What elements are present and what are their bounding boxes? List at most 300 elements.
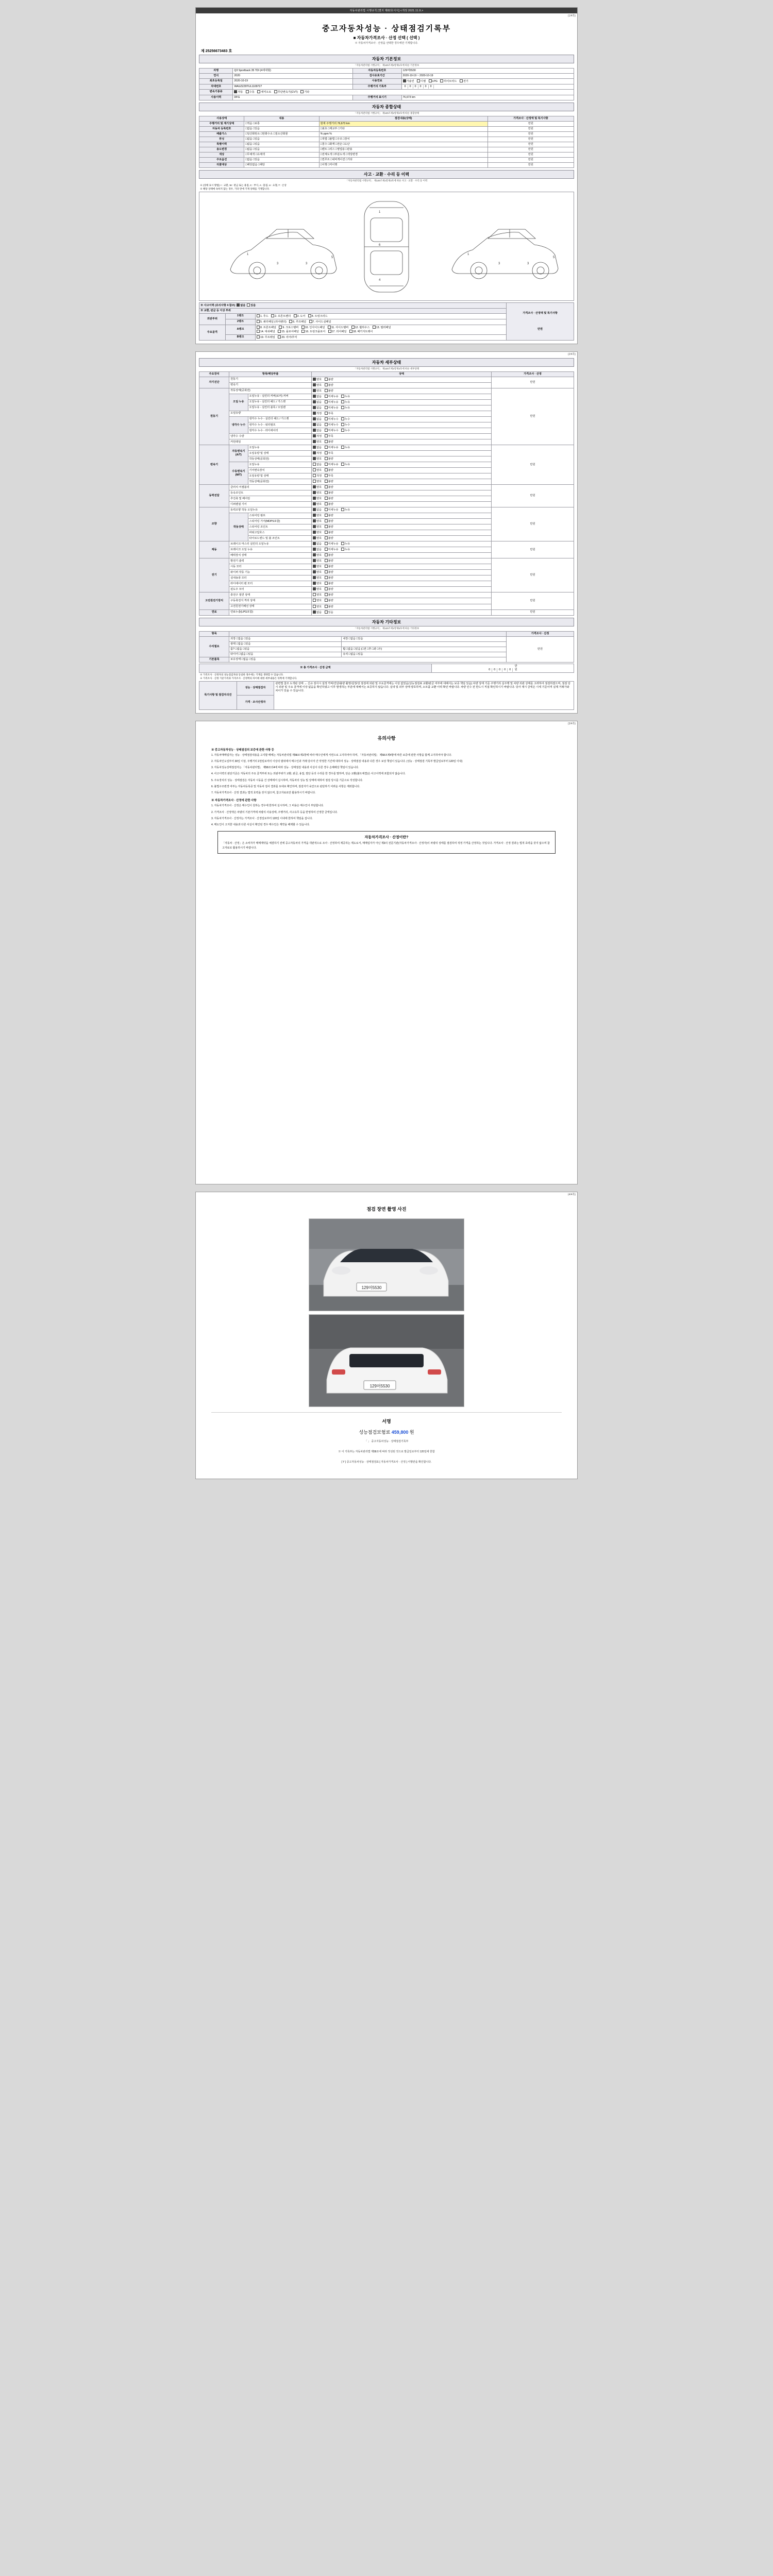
trans-opt-0[interactable]: 자동 — [234, 91, 243, 94]
checkbox-part-quarter[interactable] — [257, 320, 260, 323]
checkbox-part-hood[interactable] — [257, 314, 260, 317]
opt-good[interactable]: 양호 — [313, 457, 322, 461]
row-c3-usechange[interactable]: □렌트 □리스 □영업용 □관용 — [319, 147, 488, 152]
part-rearpanel[interactable]: 17. 리어패널 — [328, 330, 347, 333]
opt-leak[interactable]: 누유 — [341, 395, 350, 398]
row-c3-options[interactable]: □썬루프 □내비게이션 □기타 — [319, 157, 488, 162]
opt-bad[interactable]: 불량 — [325, 440, 333, 444]
row-c3-regno[interactable]: □최초 □재교부 □기타 — [319, 126, 488, 131]
opt-leak[interactable]: 누수 — [341, 423, 350, 427]
checkbox-none[interactable] — [313, 548, 316, 551]
state-clutch[interactable] — [312, 485, 492, 490]
opt-leak[interactable]: 누유 — [341, 548, 350, 551]
checkbox-bad[interactable] — [325, 605, 328, 608]
state-coolant-radiator[interactable] — [312, 428, 492, 434]
checkbox-bad[interactable] — [325, 525, 328, 528]
opt-adequate[interactable]: 적정 — [313, 412, 322, 415]
checkbox-exists[interactable] — [325, 611, 328, 614]
checkbox-bad[interactable] — [325, 378, 328, 381]
checkbox-bad[interactable] — [325, 468, 328, 471]
state-coolant-head[interactable] — [312, 416, 492, 422]
checkbox-part-door[interactable] — [294, 314, 297, 317]
opt-good[interactable]: 양호 — [313, 480, 322, 483]
checkbox-part-sidemember[interactable] — [328, 326, 331, 329]
checkbox-adequate[interactable] — [313, 474, 316, 477]
checkbox-good[interactable] — [313, 389, 316, 392]
checkbox-insufficient[interactable] — [325, 451, 328, 454]
state-engine-rockercover[interactable] — [312, 394, 492, 399]
checkbox-good[interactable] — [313, 457, 316, 460]
checkbox-minor[interactable] — [325, 548, 328, 551]
state-radiatorfan[interactable] — [312, 581, 492, 587]
row-c2-options[interactable]: □없음 □있음 — [244, 157, 319, 162]
checkbox-part-rear[interactable] — [278, 335, 281, 338]
checkbox-bad[interactable] — [325, 389, 328, 392]
opt-bad[interactable]: 불량 — [325, 492, 333, 495]
part-packagetray[interactable]: 18. 패키지트레이 — [349, 330, 373, 333]
opt-insufficient[interactable]: 부족 — [325, 474, 333, 478]
opt-minor[interactable]: 미세누유 — [325, 401, 339, 404]
checkbox-bad[interactable] — [325, 593, 328, 596]
opt-good[interactable]: 양호 — [313, 378, 322, 381]
part-trunklid[interactable]: 4. 트렁크리드 — [308, 315, 328, 318]
part-insidepanel[interactable]: 10. 인사이드패널 — [301, 326, 325, 329]
opt-good[interactable]: 양호 — [313, 537, 322, 540]
opt-bad[interactable]: 불량 — [325, 577, 333, 580]
part-rear[interactable]: 20. 리어/후미 — [278, 336, 297, 339]
opt-bad[interactable]: 불량 — [325, 537, 333, 540]
opt-bad[interactable]: 불량 — [325, 594, 333, 597]
checkbox-part-roofrail[interactable] — [257, 335, 260, 338]
state-mt-leak[interactable] — [312, 462, 492, 468]
opt-good[interactable]: 양호 — [313, 599, 322, 602]
opt-none[interactable]: 없음 — [313, 429, 322, 432]
checkbox-leak[interactable] — [341, 400, 344, 403]
opt-none[interactable]: 없음 — [313, 611, 322, 614]
checkbox-none[interactable] — [313, 542, 316, 545]
checkbox-good[interactable] — [313, 576, 316, 579]
state-mt-gear[interactable] — [312, 468, 492, 473]
row-c3-color[interactable]: □전체도색 □부분도색 □색상변경 — [319, 152, 488, 157]
opt-bad[interactable]: 불량 — [325, 565, 333, 568]
opt-bad[interactable]: 불량 — [325, 605, 333, 608]
opt-none[interactable]: 없음 — [313, 463, 322, 466]
opt-none[interactable]: 없음 — [313, 548, 322, 551]
fuel-opt-4[interactable]: 전기 — [460, 80, 468, 83]
checkbox-good[interactable] — [313, 525, 316, 528]
checkbox-good[interactable] — [313, 502, 316, 505]
checkbox-none[interactable] — [313, 611, 316, 614]
checkbox-good[interactable] — [313, 497, 316, 500]
opt-insufficient[interactable]: 부족 — [325, 435, 333, 438]
state-steering-pump[interactable] — [312, 513, 492, 519]
part-crossmember[interactable]: 9. 크로스멤버 — [279, 326, 298, 329]
checkbox-bad[interactable] — [325, 599, 328, 602]
checkbox-bad[interactable] — [325, 553, 328, 556]
state-power-hose[interactable] — [312, 530, 492, 536]
fuel-opt-0[interactable]: 가솔린 — [403, 80, 414, 83]
opt-good[interactable]: 양호 — [313, 384, 322, 387]
part-frontfender[interactable]: 2. 프론트펜더 — [271, 315, 291, 318]
opt-minor[interactable]: 미세누유 — [325, 395, 339, 398]
opt-minor[interactable]: 미세누유 — [325, 446, 339, 449]
checkbox-bad[interactable] — [325, 565, 328, 568]
checkbox-none[interactable] — [313, 446, 316, 449]
opt-minor[interactable]: 미세누수 — [325, 423, 339, 427]
state-windowmotor[interactable] — [312, 587, 492, 592]
checkbox-leak[interactable] — [341, 508, 344, 511]
repair-room[interactable]: 룸? □없음 □있음 — [229, 647, 342, 652]
checkbox-bad[interactable] — [325, 440, 328, 443]
repair-polish[interactable]: 광택 □없음 □있음 — [229, 641, 342, 647]
checkbox-bad[interactable] — [325, 485, 328, 488]
state-at-leak[interactable] — [312, 445, 492, 451]
checkbox-part-pillar[interactable] — [373, 326, 376, 329]
row-c2-tuning[interactable]: □없음 □있음 — [244, 137, 319, 142]
checkbox-fuel-2[interactable] — [429, 79, 432, 82]
opt-bad[interactable]: 불량 — [325, 526, 333, 529]
checkbox-bad[interactable] — [325, 559, 328, 562]
checkbox-leak[interactable] — [341, 429, 344, 432]
checkbox-good[interactable] — [313, 468, 316, 471]
opt-leak[interactable]: 누유 — [341, 406, 350, 410]
opt-bad[interactable]: 불량 — [325, 480, 333, 483]
opt-good[interactable]: 양호 — [313, 582, 322, 585]
row-c2-recall[interactable]: □해당없음 □해당 — [244, 162, 319, 167]
opt-good[interactable]: 양호 — [313, 503, 322, 506]
checkbox-bad[interactable] — [325, 519, 328, 522]
trans-opt-3[interactable]: 무단변속기(CVT) — [274, 91, 298, 94]
repair-tire[interactable]: 타이어 □없음 □있음 — [229, 652, 342, 657]
state-diffgear[interactable] — [312, 502, 492, 507]
checkbox-part-rearpanel[interactable] — [328, 330, 331, 333]
state-wiper[interactable] — [312, 570, 492, 575]
checkbox-part-trunkfloor[interactable] — [301, 330, 305, 333]
opt-none[interactable]: 없음 — [313, 401, 322, 404]
state-booster[interactable] — [312, 553, 492, 558]
checkbox-part-floorpanel[interactable] — [278, 330, 281, 333]
part-pillar[interactable]: 13. 필러패널 — [373, 326, 391, 329]
opt-bad[interactable]: 불량 — [325, 497, 333, 500]
checkbox-minor[interactable] — [325, 417, 328, 420]
checkbox-trans-0[interactable] — [234, 90, 237, 93]
opt-bad[interactable]: 불량 — [325, 384, 333, 387]
checkbox-trans-4[interactable] — [300, 90, 304, 93]
checkbox-none[interactable] — [313, 417, 316, 420]
state-propshaft[interactable] — [312, 496, 492, 502]
opt-good[interactable]: 양호 — [313, 492, 322, 495]
part-sidemember[interactable]: 11. 사이드멤버 — [328, 326, 348, 329]
opt-bad[interactable]: 불량 — [325, 571, 333, 574]
checkbox-bad[interactable] — [325, 383, 328, 386]
checkbox-adequate[interactable] — [313, 451, 316, 454]
opt-adequate[interactable]: 적정 — [313, 435, 322, 438]
opt-good[interactable]: 양호 — [313, 571, 322, 574]
checkbox-none[interactable] — [313, 429, 316, 432]
row-c3-recall[interactable]: □이행 □미이행 — [319, 162, 488, 167]
part-frontpanel[interactable]: 8. 프론트패널 — [257, 326, 276, 329]
opt-adequate[interactable]: 적정 — [313, 474, 322, 478]
checkbox-adequate[interactable] — [313, 412, 316, 415]
checkbox-minor[interactable] — [325, 463, 328, 466]
opt-good[interactable]: 양호 — [313, 440, 322, 444]
checkbox-leak[interactable] — [341, 423, 344, 426]
checkbox-part-trunklid[interactable] — [308, 314, 311, 317]
opt-leak[interactable]: 누수 — [341, 429, 350, 432]
part-dashpanel[interactable]: 14. 대쉬패널 — [257, 330, 275, 333]
opt-leak[interactable]: 누유 — [341, 401, 350, 404]
checkbox-bad[interactable] — [325, 531, 328, 534]
checkbox-leak[interactable] — [341, 406, 344, 409]
opt-bad[interactable]: 불량 — [325, 457, 333, 461]
state-fuel-leak[interactable] — [312, 609, 492, 615]
opt-none[interactable]: 없음 — [313, 395, 322, 398]
part-floorpanel[interactable]: 15. 플로어패널 — [278, 330, 299, 333]
checkbox-part-insidepanel[interactable] — [301, 326, 305, 329]
state-selfdiag-engine[interactable] — [312, 377, 492, 382]
state-battery-isolation[interactable] — [312, 598, 492, 604]
checkbox-leak[interactable] — [341, 395, 344, 398]
part-wheelhouse[interactable]: 12. 휠하우스 — [351, 326, 370, 329]
checkbox-insufficient[interactable] — [325, 412, 328, 415]
opt-bad[interactable]: 불량 — [325, 389, 333, 393]
checkbox-part-crossmember[interactable] — [279, 326, 282, 329]
checkbox-good[interactable] — [313, 565, 316, 568]
row-c2-emission[interactable]: □일산화탄소 □탄화수소 □질소산화물 — [244, 131, 319, 137]
opt-insufficient[interactable]: 부족 — [325, 412, 333, 415]
state-selfdiag-trans[interactable] — [312, 382, 492, 388]
checkbox-bad[interactable] — [325, 587, 328, 590]
opt-minor[interactable]: 미세누유 — [325, 509, 339, 512]
opt-adequate[interactable]: 적정 — [313, 452, 322, 455]
opt-none[interactable]: 없음 — [313, 543, 322, 546]
checkbox-bad[interactable] — [325, 582, 328, 585]
checkbox-leak[interactable] — [341, 548, 344, 551]
checkbox-trans-3[interactable] — [274, 90, 277, 93]
repair-wheel[interactable]: 휠 □없음 □있음 (□전 □후 □좌 □우) — [342, 647, 507, 652]
row-c2-color[interactable]: □무채색 □유채색 — [244, 152, 319, 157]
opt-bad[interactable]: 불량 — [325, 531, 333, 534]
checkbox-bad[interactable] — [325, 514, 328, 517]
checkbox-fuel-3[interactable] — [440, 79, 443, 82]
checkbox-good[interactable] — [313, 378, 316, 381]
checkbox-minor[interactable] — [325, 429, 328, 432]
opt-good[interactable]: 양호 — [313, 588, 322, 591]
opt-good[interactable]: 양호 — [313, 577, 322, 580]
checkbox-part-packagetray[interactable] — [349, 330, 352, 333]
opt-minor[interactable]: 미세누수 — [325, 429, 339, 432]
checkbox-minor[interactable] — [325, 542, 328, 545]
checkbox-bad[interactable] — [325, 497, 328, 500]
state-engine-head[interactable] — [312, 399, 492, 405]
trans-opt-1[interactable]: 수동 — [246, 91, 255, 94]
opt-good[interactable]: 양호 — [313, 469, 322, 472]
checkbox-good[interactable] — [313, 587, 316, 590]
opt-none[interactable]: 없음 — [313, 509, 322, 512]
part-trunkfloor[interactable]: 16. 트렁크플로어 — [301, 330, 325, 333]
state-coolant-pump[interactable] — [312, 422, 492, 428]
checkbox-good[interactable] — [313, 440, 316, 443]
checkbox-part-frontpanel[interactable] — [257, 326, 260, 329]
opt-none[interactable]: 없음 — [313, 406, 322, 410]
checkbox-fuel-1[interactable] — [417, 79, 420, 82]
opt-good[interactable]: 양호 — [313, 497, 322, 500]
opt-none[interactable]: 없음 — [313, 418, 322, 421]
checkbox-none[interactable] — [313, 508, 316, 511]
checkbox-good[interactable] — [313, 605, 316, 608]
opt-minor[interactable]: 미세누유 — [325, 406, 339, 410]
checkbox-good[interactable] — [313, 599, 316, 602]
opt-leak[interactable]: 누유 — [341, 509, 350, 512]
state-coolant-qty[interactable] — [312, 434, 492, 439]
checkbox-none[interactable] — [313, 400, 316, 403]
checkbox-bad[interactable] — [325, 570, 328, 573]
checkbox-good[interactable] — [313, 485, 316, 488]
repair-exterior[interactable]: 외장 □없음 □있음 — [229, 636, 342, 641]
fuel-opt-1[interactable]: 디젤 — [417, 80, 426, 83]
checkbox-good[interactable] — [313, 536, 316, 539]
opt-good[interactable]: 양호 — [313, 389, 322, 393]
state-steering-gear[interactable] — [312, 519, 492, 524]
state-mt-oilqty[interactable] — [312, 473, 492, 479]
state-brake-oil[interactable] — [312, 547, 492, 553]
checkbox-none[interactable] — [313, 406, 316, 409]
checkbox-good[interactable] — [313, 582, 316, 585]
repair-interior[interactable]: 내장 □없음 □있음 — [342, 636, 507, 641]
part-roofrail[interactable]: 19. 루프레일 — [257, 336, 275, 339]
state-at-oilqty[interactable] — [312, 451, 492, 456]
row-c3-tuning[interactable]: □적법 □불법 □구조 □장치 — [319, 137, 488, 142]
opt-good[interactable]: 양호 — [313, 514, 322, 517]
row-c3-special[interactable]: □침수 □화재 □전손 □도난 — [319, 142, 488, 147]
state-cvjoint[interactable] — [312, 490, 492, 496]
checkbox-insufficient[interactable] — [325, 474, 328, 477]
opt-bad[interactable]: 불량 — [325, 599, 333, 602]
checkbox-good[interactable] — [313, 553, 316, 556]
state-commonrail[interactable] — [312, 439, 492, 445]
opt-bad[interactable]: 불량 — [325, 588, 333, 591]
part-roof[interactable]: 6. 루프패널 — [289, 320, 306, 324]
opt-minor[interactable]: 미세누유 — [325, 548, 339, 551]
checkbox-insufficient[interactable] — [325, 434, 328, 437]
opt-bad[interactable]: 불량 — [325, 503, 333, 506]
checkbox-none[interactable] — [313, 423, 316, 426]
opt-bad[interactable]: 불량 — [325, 469, 333, 472]
state-starter[interactable] — [312, 564, 492, 570]
part-quarter[interactable]: 5. 쿼터패널 (리어펜더) — [257, 320, 287, 324]
checkbox-part-sidesill[interactable] — [309, 320, 312, 323]
opt-good[interactable]: 양호 — [313, 486, 322, 489]
opt-insufficient[interactable]: 부족 — [325, 452, 333, 455]
opt-exists[interactable]: 있음 — [325, 611, 333, 614]
checkbox-minor[interactable] — [325, 400, 328, 403]
checkbox-good[interactable] — [313, 531, 316, 534]
repair-glass[interactable]: 유리 □없음 □있음 — [342, 652, 507, 657]
checkbox-bad[interactable] — [325, 457, 328, 460]
state-brake-master[interactable] — [312, 541, 492, 547]
state-hv-wiring[interactable] — [312, 604, 492, 609]
opt-good[interactable]: 양호 — [313, 520, 322, 523]
state-alternator[interactable] — [312, 558, 492, 564]
checkbox-part-dashpanel[interactable] — [257, 330, 260, 333]
checkbox-bad[interactable] — [325, 536, 328, 539]
checkbox-leak[interactable] — [341, 463, 344, 466]
checkbox-leak[interactable] — [341, 417, 344, 420]
checkbox-fuel-0[interactable] — [403, 79, 406, 82]
opt-good[interactable]: 양호 — [313, 594, 322, 597]
checkbox-minor[interactable] — [325, 406, 328, 409]
state-tierod[interactable] — [312, 536, 492, 541]
trans-opt-2[interactable]: 세미오토 — [257, 91, 271, 94]
row-c2-usechange[interactable]: □없음 □있음 — [244, 147, 319, 152]
checkbox-trans-2[interactable] — [257, 90, 260, 93]
opt-leak[interactable]: 누유 — [341, 543, 350, 546]
checkbox-adequate[interactable] — [313, 434, 316, 437]
checkbox-trans-1[interactable] — [246, 90, 249, 93]
state-powersteering-leak[interactable] — [312, 507, 492, 513]
state-engine-idle[interactable] — [312, 388, 492, 394]
checkbox-part-wheelhouse[interactable] — [351, 326, 355, 329]
checkbox-good[interactable] — [313, 491, 316, 494]
opt-good[interactable]: 양호 — [313, 554, 322, 557]
opt-bad[interactable]: 불량 — [325, 514, 333, 517]
opt-bad[interactable]: 불량 — [325, 560, 333, 563]
checkbox-fuel-4[interactable] — [460, 79, 463, 82]
checkbox-minor[interactable] — [325, 395, 328, 398]
checkbox-leak[interactable] — [341, 446, 344, 449]
row-c2-regno[interactable]: □없음 □있음 — [244, 126, 319, 131]
checkbox-accident-yes[interactable] — [247, 303, 250, 307]
checkbox-bad[interactable] — [325, 576, 328, 579]
checkbox-leak[interactable] — [341, 542, 344, 545]
opt-bad[interactable]: 불량 — [325, 520, 333, 523]
checkbox-good[interactable] — [313, 480, 316, 483]
checkbox-good[interactable] — [313, 559, 316, 562]
part-hood[interactable]: 1. 후드 — [257, 315, 268, 318]
opt-leak[interactable]: 누유 — [341, 463, 350, 466]
checkbox-good[interactable] — [313, 519, 316, 522]
opt-minor[interactable]: 미세누유 — [325, 543, 339, 546]
opt-bad[interactable]: 불량 — [325, 582, 333, 585]
checkbox-good[interactable] — [313, 514, 316, 517]
basic-items-state[interactable]: 보유상태 □없음 □있음 — [229, 657, 507, 662]
opt-good[interactable]: 양호 — [313, 526, 322, 529]
part-door[interactable]: 3. 도어 — [294, 315, 306, 318]
fuel-opt-3[interactable]: 하이브리드 — [440, 80, 457, 83]
checkbox-good[interactable] — [313, 570, 316, 573]
checkbox-part-frontfender[interactable] — [271, 314, 274, 317]
state-mt-operation[interactable] — [312, 479, 492, 485]
checkbox-bad[interactable] — [325, 491, 328, 494]
state-at-operation[interactable] — [312, 456, 492, 462]
state-charge-insulation[interactable] — [312, 592, 492, 598]
state-engine-block[interactable] — [312, 405, 492, 411]
checkbox-minor[interactable] — [325, 508, 328, 511]
opt-none[interactable]: 없음 — [313, 446, 322, 449]
checkbox-bad[interactable] — [325, 502, 328, 505]
opt-leak[interactable]: 누유 — [341, 446, 350, 449]
state-steering-joint[interactable] — [312, 524, 492, 530]
opt-good[interactable]: 양호 — [313, 531, 322, 534]
row-c2-mileage[interactable]: □적음 □보통 — [244, 121, 319, 126]
opt-leak[interactable]: 누수 — [341, 418, 350, 421]
opt-minor[interactable]: 미세누수 — [325, 418, 339, 421]
checkbox-good[interactable] — [313, 383, 316, 386]
checkbox-bad[interactable] — [325, 480, 328, 483]
checkbox-part-roof[interactable] — [289, 320, 292, 323]
part-sidesill[interactable]: 7. 사이드실패널 — [309, 320, 331, 324]
checkbox-none[interactable] — [313, 463, 316, 466]
